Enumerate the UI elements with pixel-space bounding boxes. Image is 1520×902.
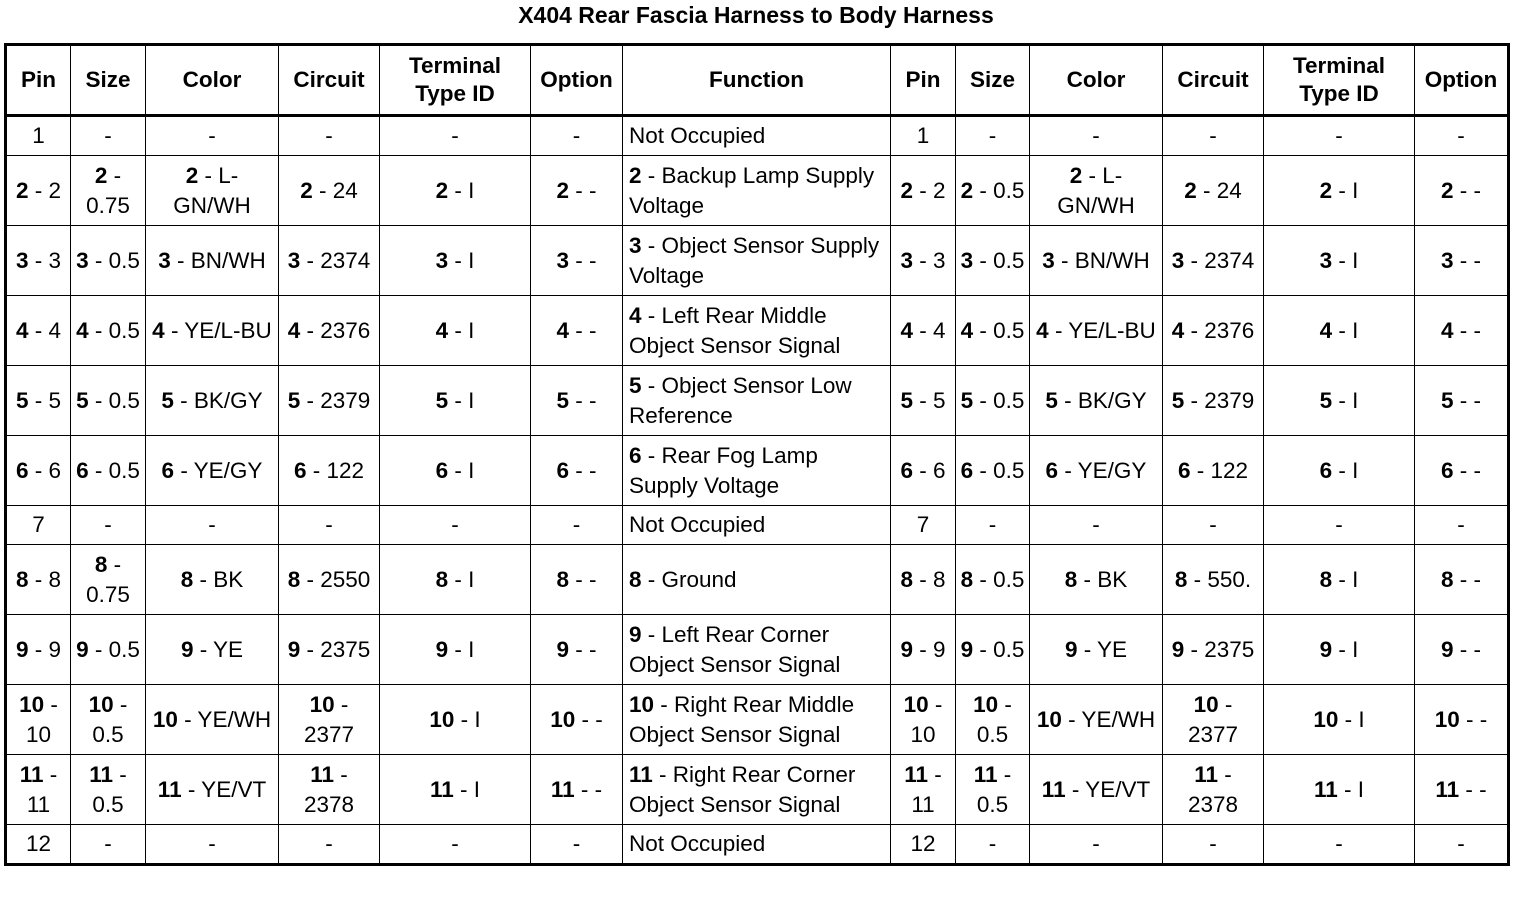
cell-size: 3 - 0.5 xyxy=(71,226,146,296)
cell-pin-2: 1 xyxy=(891,116,956,156)
cell-color-2: 9 - YE xyxy=(1030,615,1163,685)
header-terminal-type-id: Terminal Type ID xyxy=(380,45,531,116)
cell-size: 6 - 0.5 xyxy=(71,436,146,506)
cell-circuit-2: 3 - 2374 xyxy=(1163,226,1264,296)
cell-circuit: - xyxy=(279,825,380,865)
cell-pin-2: 3 - 3 xyxy=(891,226,956,296)
table-body xyxy=(6,116,1509,865)
cell-function: Not Occupied xyxy=(623,825,891,865)
cell-pin-2: 5 - 5 xyxy=(891,366,956,436)
table-row xyxy=(6,436,1509,506)
cell-terminal-type-id: 5 - I xyxy=(380,366,531,436)
cell-size-2: 3 - 0.5 xyxy=(956,226,1030,296)
cell-pin: 10 - 10 xyxy=(6,685,71,755)
cell-color: - xyxy=(146,825,279,865)
cell-color-2: 8 - BK xyxy=(1030,545,1163,615)
cell-option-2: 9 - - xyxy=(1415,615,1509,685)
header-row xyxy=(6,45,1509,116)
cell-option-2: 11 - - xyxy=(1415,755,1509,825)
cell-color: 10 - YE/WH xyxy=(146,685,279,755)
cell-pin-2: 4 - 4 xyxy=(891,296,956,366)
cell-circuit-2: - xyxy=(1163,506,1264,545)
table-row xyxy=(6,366,1509,436)
header-option-2: Option xyxy=(1415,45,1509,116)
cell-terminal-type-id: - xyxy=(380,825,531,865)
cell-pin: 2 - 2 xyxy=(6,156,71,226)
cell-terminal-type-id-2: 10 - I xyxy=(1264,685,1415,755)
cell-size-2: - xyxy=(956,825,1030,865)
cell-size-2: 9 - 0.5 xyxy=(956,615,1030,685)
cell-terminal-type-id-2: 8 - I xyxy=(1264,545,1415,615)
cell-color-2: 10 - YE/WH xyxy=(1030,685,1163,755)
cell-circuit-2: - xyxy=(1163,116,1264,156)
cell-color-2: 11 - YE/VT xyxy=(1030,755,1163,825)
header-pin-2: Pin xyxy=(891,45,956,116)
cell-pin: 6 - 6 xyxy=(6,436,71,506)
cell-size: 2 - 0.75 xyxy=(71,156,146,226)
cell-color: 4 - YE/L-BU xyxy=(146,296,279,366)
table-row xyxy=(6,615,1509,685)
header-color: Color xyxy=(146,45,279,116)
cell-terminal-type-id: 8 - I xyxy=(380,545,531,615)
cell-pin: 1 xyxy=(6,116,71,156)
cell-size: - xyxy=(71,506,146,545)
cell-color: 6 - YE/GY xyxy=(146,436,279,506)
cell-option-2: - xyxy=(1415,506,1509,545)
cell-size-2: - xyxy=(956,506,1030,545)
cell-pin: 8 - 8 xyxy=(6,545,71,615)
cell-pin-2: 2 - 2 xyxy=(891,156,956,226)
cell-pin: 4 - 4 xyxy=(6,296,71,366)
cell-option: 3 - - xyxy=(531,226,623,296)
cell-terminal-type-id: 4 - I xyxy=(380,296,531,366)
cell-terminal-type-id-2: 6 - I xyxy=(1264,436,1415,506)
cell-terminal-type-id-2: - xyxy=(1264,116,1415,156)
cell-color-2: 2 - L-GN/WH xyxy=(1030,156,1163,226)
cell-circuit: - xyxy=(279,506,380,545)
cell-function: 6 - Rear Fog Lamp Supply Voltage xyxy=(623,436,891,506)
cell-circuit: 6 - 122 xyxy=(279,436,380,506)
cell-circuit: 2 - 24 xyxy=(279,156,380,226)
cell-circuit-2: 5 - 2379 xyxy=(1163,366,1264,436)
cell-circuit: 8 - 2550 xyxy=(279,545,380,615)
cell-function: Not Occupied xyxy=(623,116,891,156)
cell-terminal-type-id: 3 - I xyxy=(380,226,531,296)
cell-size-2: 8 - 0.5 xyxy=(956,545,1030,615)
cell-function: 2 - Backup Lamp Supply Voltage xyxy=(623,156,891,226)
cell-function: 11 - Right Rear Corner Object Sensor Signal xyxy=(623,755,891,825)
cell-color: 11 - YE/VT xyxy=(146,755,279,825)
table-row xyxy=(6,545,1509,615)
cell-terminal-type-id-2: - xyxy=(1264,825,1415,865)
cell-color-2: - xyxy=(1030,116,1163,156)
cell-pin: 11 - 11 xyxy=(6,755,71,825)
cell-pin: 12 xyxy=(6,825,71,865)
cell-function: Not Occupied xyxy=(623,506,891,545)
cell-color: - xyxy=(146,506,279,545)
cell-circuit: 4 - 2376 xyxy=(279,296,380,366)
cell-option-2: 2 - - xyxy=(1415,156,1509,226)
cell-circuit: 11 - 2378 xyxy=(279,755,380,825)
cell-terminal-type-id-2: 3 - I xyxy=(1264,226,1415,296)
cell-function: 8 - Ground xyxy=(623,545,891,615)
cell-size-2: 4 - 0.5 xyxy=(956,296,1030,366)
cell-color-2: 5 - BK/GY xyxy=(1030,366,1163,436)
cell-option: 11 - - xyxy=(531,755,623,825)
cell-size-2: 2 - 0.5 xyxy=(956,156,1030,226)
cell-size: 5 - 0.5 xyxy=(71,366,146,436)
cell-function: 9 - Left Rear Corner Object Sensor Signal xyxy=(623,615,891,685)
header-size: Size xyxy=(71,45,146,116)
cell-size-2: 6 - 0.5 xyxy=(956,436,1030,506)
cell-color: 5 - BK/GY xyxy=(146,366,279,436)
cell-circuit: 5 - 2379 xyxy=(279,366,380,436)
cell-circuit-2: 8 - 550. xyxy=(1163,545,1264,615)
table-row xyxy=(6,116,1509,156)
table-row xyxy=(6,226,1509,296)
cell-color-2: - xyxy=(1030,506,1163,545)
table-row xyxy=(6,506,1509,545)
cell-size-2: 5 - 0.5 xyxy=(956,366,1030,436)
cell-circuit: - xyxy=(279,116,380,156)
cell-terminal-type-id: - xyxy=(380,506,531,545)
cell-pin-2: 8 - 8 xyxy=(891,545,956,615)
cell-terminal-type-id: - xyxy=(380,116,531,156)
cell-color-2: - xyxy=(1030,825,1163,865)
cell-option-2: - xyxy=(1415,825,1509,865)
cell-option: 9 - - xyxy=(531,615,623,685)
cell-color-2: 3 - BN/WH xyxy=(1030,226,1163,296)
cell-size: - xyxy=(71,825,146,865)
cell-circuit: 10 - 2377 xyxy=(279,685,380,755)
cell-option: 10 - - xyxy=(531,685,623,755)
cell-option-2: 3 - - xyxy=(1415,226,1509,296)
cell-size-2: 11 - 0.5 xyxy=(956,755,1030,825)
cell-terminal-type-id-2: 11 - I xyxy=(1264,755,1415,825)
cell-terminal-type-id-2: 9 - I xyxy=(1264,615,1415,685)
cell-option: - xyxy=(531,825,623,865)
cell-color: 3 - BN/WH xyxy=(146,226,279,296)
cell-circuit-2: 11 - 2378 xyxy=(1163,755,1264,825)
cell-option-2: 5 - - xyxy=(1415,366,1509,436)
cell-circuit-2: 4 - 2376 xyxy=(1163,296,1264,366)
page-title: X404 Rear Fascia Harness to Body Harness xyxy=(518,2,994,28)
cell-option: - xyxy=(531,116,623,156)
cell-pin: 5 - 5 xyxy=(6,366,71,436)
cell-function: 4 - Left Rear Middle Object Sensor Signal xyxy=(623,296,891,366)
cell-pin: 7 xyxy=(6,506,71,545)
cell-option-2: 6 - - xyxy=(1415,436,1509,506)
cell-pin-2: 11 - 11 xyxy=(891,755,956,825)
cell-circuit: 9 - 2375 xyxy=(279,615,380,685)
cell-terminal-type-id-2: 4 - I xyxy=(1264,296,1415,366)
cell-size: 10 - 0.5 xyxy=(71,685,146,755)
cell-color: - xyxy=(146,116,279,156)
cell-option: 4 - - xyxy=(531,296,623,366)
cell-pin-2: 10 - 10 xyxy=(891,685,956,755)
table-row xyxy=(6,685,1509,755)
cell-option: - xyxy=(531,506,623,545)
cell-size: 9 - 0.5 xyxy=(71,615,146,685)
cell-size: 4 - 0.5 xyxy=(71,296,146,366)
header-color-2: Color xyxy=(1030,45,1163,116)
cell-circuit-2: - xyxy=(1163,825,1264,865)
cell-size-2: - xyxy=(956,116,1030,156)
header-option: Option xyxy=(531,45,623,116)
cell-terminal-type-id: 11 - I xyxy=(380,755,531,825)
cell-size: 8 - 0.75 xyxy=(71,545,146,615)
cell-pin-2: 6 - 6 xyxy=(891,436,956,506)
cell-color: 2 - L-GN/WH xyxy=(146,156,279,226)
cell-circuit-2: 10 - 2377 xyxy=(1163,685,1264,755)
cell-function: 10 - Right Rear Middle Object Sensor Signal xyxy=(623,685,891,755)
header-size-2: Size xyxy=(956,45,1030,116)
cell-function: 5 - Object Sensor Low Reference xyxy=(623,366,891,436)
cell-option: 2 - - xyxy=(531,156,623,226)
header-circuit: Circuit xyxy=(279,45,380,116)
cell-color: 8 - BK xyxy=(146,545,279,615)
cell-terminal-type-id: 6 - I xyxy=(380,436,531,506)
cell-pin-2: 12 xyxy=(891,825,956,865)
header-circuit-2: Circuit xyxy=(1163,45,1264,116)
table-row xyxy=(6,156,1509,226)
cell-size: - xyxy=(71,116,146,156)
cell-pin-2: 9 - 9 xyxy=(891,615,956,685)
cell-pin: 9 - 9 xyxy=(6,615,71,685)
cell-option-2: - xyxy=(1415,116,1509,156)
cell-color-2: 4 - YE/L-BU xyxy=(1030,296,1163,366)
cell-terminal-type-id: 2 - I xyxy=(380,156,531,226)
cell-color: 9 - YE xyxy=(146,615,279,685)
cell-terminal-type-id: 10 - I xyxy=(380,685,531,755)
cell-pin: 3 - 3 xyxy=(6,226,71,296)
cell-option: 8 - - xyxy=(531,545,623,615)
cell-circuit: 3 - 2374 xyxy=(279,226,380,296)
cell-terminal-type-id-2: 2 - I xyxy=(1264,156,1415,226)
cell-circuit-2: 2 - 24 xyxy=(1163,156,1264,226)
cell-option: 6 - - xyxy=(531,436,623,506)
table-row xyxy=(6,825,1509,865)
cell-size: 11 - 0.5 xyxy=(71,755,146,825)
cell-color-2: 6 - YE/GY xyxy=(1030,436,1163,506)
cell-pin-2: 7 xyxy=(891,506,956,545)
cell-terminal-type-id: 9 - I xyxy=(380,615,531,685)
cell-circuit-2: 9 - 2375 xyxy=(1163,615,1264,685)
table-row xyxy=(6,755,1509,825)
header-terminal-type-id-2: Terminal Type ID xyxy=(1264,45,1415,116)
cell-terminal-type-id-2: 5 - I xyxy=(1264,366,1415,436)
cell-function: 3 - Object Sensor Supply Voltage xyxy=(623,226,891,296)
cell-option-2: 8 - - xyxy=(1415,545,1509,615)
table-row xyxy=(6,296,1509,366)
cell-terminal-type-id-2: - xyxy=(1264,506,1415,545)
header-function: Function xyxy=(623,45,891,116)
cell-option: 5 - - xyxy=(531,366,623,436)
cell-size-2: 10 - 0.5 xyxy=(956,685,1030,755)
pinout-table xyxy=(4,43,1510,866)
cell-circuit-2: 6 - 122 xyxy=(1163,436,1264,506)
cell-option-2: 4 - - xyxy=(1415,296,1509,366)
cell-option-2: 10 - - xyxy=(1415,685,1509,755)
header-pin: Pin xyxy=(6,45,71,116)
